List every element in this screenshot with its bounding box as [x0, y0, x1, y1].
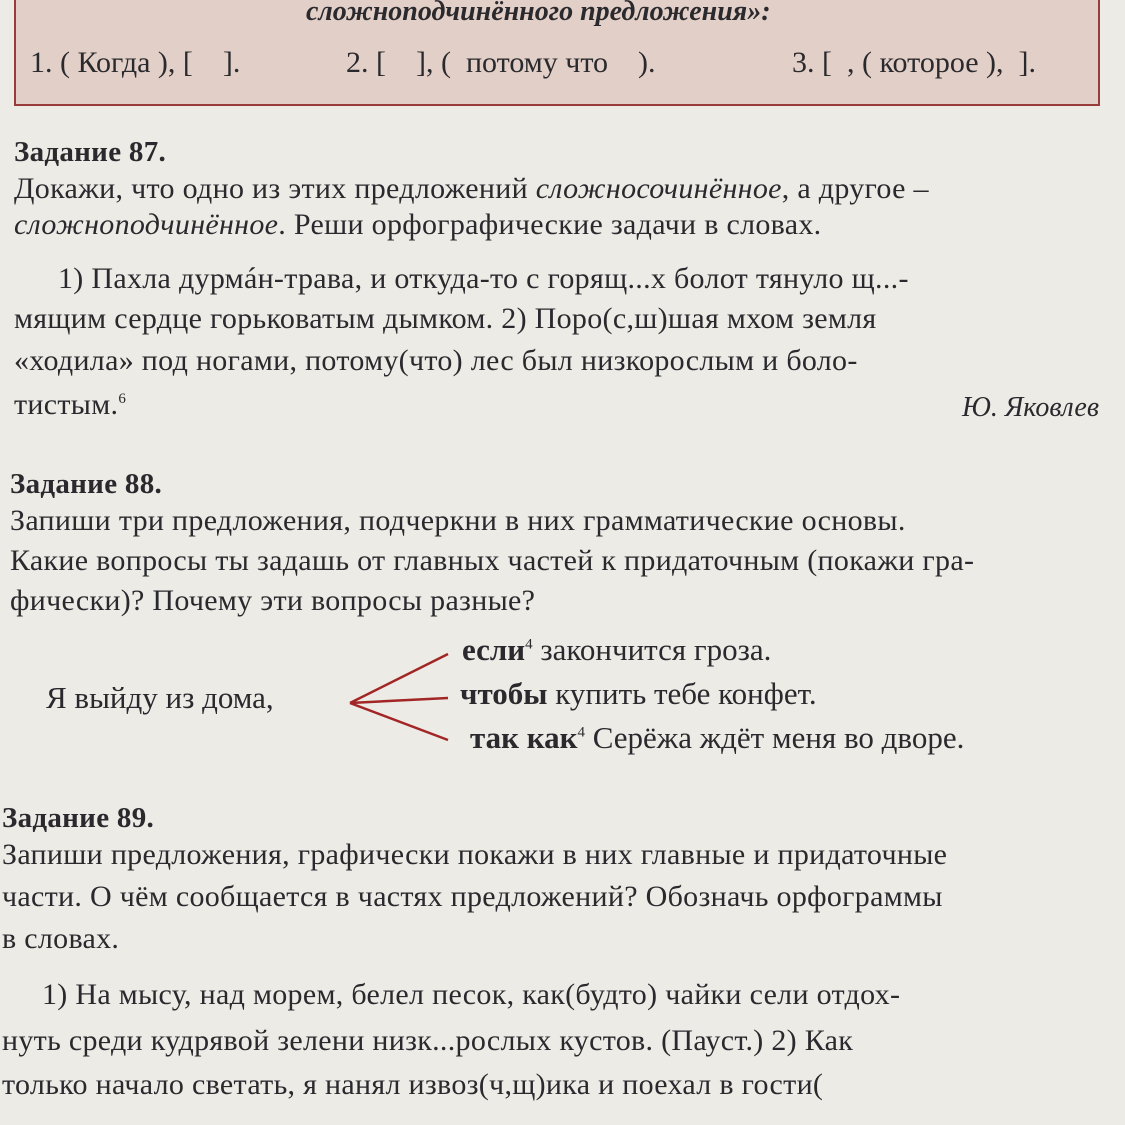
- task89-text-line1: 1) На мысу, над морем, белел песок, как(будто) чайки сели отдох-: [42, 978, 901, 1011]
- footnote-mark: 4: [525, 636, 533, 653]
- task89-heading: Задание 89.: [2, 802, 155, 834]
- task87-text-line3: «ходила» под ногами, потому(что) лес был низкорослым и боло-: [14, 344, 858, 377]
- task89-text-line2: нуть среди кудрявой зелени низк...рослых кустов. (Пауст.) 2) Как: [2, 1024, 854, 1057]
- task87-text: , а другое –: [781, 172, 929, 205]
- clause-text: купить тебе конфет.: [547, 676, 817, 711]
- scheme-3: 3. [ , ( которое ), ].: [792, 46, 1037, 79]
- task87-term: сложноподчинённое: [14, 208, 279, 241]
- subordinate-clause: [470, 720, 964, 756]
- task87-text: . Реши орфографические задачи в словах.: [278, 208, 822, 241]
- footnote-mark: 4: [577, 724, 585, 741]
- subordinate-clause: [460, 676, 817, 712]
- footnote-mark: 6: [118, 391, 127, 407]
- clause-text: закончится гроза.: [532, 632, 772, 667]
- task87-heading: Задание 87.: [14, 136, 167, 168]
- task89-line3: в словах.: [2, 922, 120, 955]
- task88-heading: Задание 88.: [10, 468, 163, 500]
- task88-line2: Какие вопросы ты задашь от главных частей к придаточным (покажи гра-: [10, 544, 975, 577]
- task88-line1: Запиши три предложения, подчеркни в них грамматические основы.: [10, 504, 906, 537]
- task89-text-line3: только начало светать, я нанял извоз(ч,щ)ика и поехал в гости(: [2, 1068, 824, 1101]
- scheme-1: 1. ( Когда ), [ ].: [30, 46, 241, 79]
- connector-line-middle: [350, 698, 448, 703]
- scheme-2: 2. [ ], ( потому что ).: [346, 46, 656, 79]
- conjunction: если: [462, 632, 526, 667]
- subordinate-clause: [462, 632, 771, 668]
- schemes-title: сложноподчинённого предложения»:: [306, 0, 771, 27]
- conjunction: чтобы: [460, 676, 548, 711]
- conjunction: так как: [470, 720, 578, 755]
- task87-text: Докажи, что одно из этих предложений: [14, 172, 536, 205]
- main-clause: Я выйду из дома,: [46, 680, 274, 715]
- task87-term: сложносочинённое: [535, 172, 782, 205]
- task87-text: тистым.: [14, 388, 119, 421]
- task87-text-line1: 1) Пахла дурмáн-трава, и откуда-то с горящ...х болот тянуло щ...-: [58, 262, 909, 295]
- task88-line3: фически)? Почему эти вопросы разные?: [10, 584, 536, 617]
- task87-author: Ю. Яковлев: [962, 392, 1099, 423]
- task89-line1: Запиши предложения, графически покажи в них главные и придаточные: [2, 838, 948, 871]
- clause-text: Серёжа ждёт меня во дворе.: [584, 720, 965, 755]
- connector-line-bottom: [350, 703, 448, 740]
- task87-text-line2: мящим сердце горьковатым дымком. 2) Поро(с,ш)шая мхом земля: [14, 302, 877, 335]
- task89-line2: части. О чём сообщается в частях предложений? Обозначь орфограммы: [2, 880, 943, 913]
- connector-line-top: [350, 654, 448, 703]
